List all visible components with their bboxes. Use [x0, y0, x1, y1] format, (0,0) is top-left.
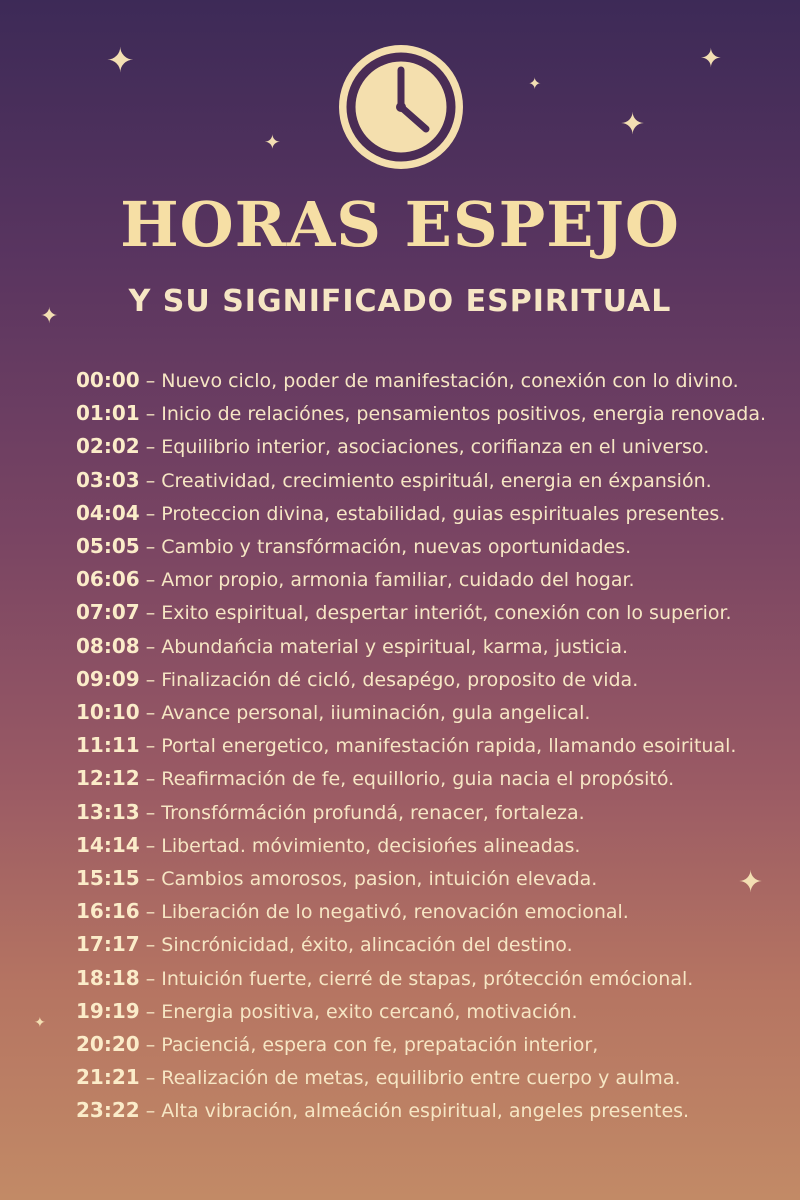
list-item	[76, 430, 788, 463]
list-item	[76, 796, 788, 829]
hour-label: 20:20	[76, 1032, 140, 1057]
hour-meaning: – Proteccion divina, estabilidad, guias espirituales presentes.	[145, 502, 726, 525]
hour-meaning: – Abundańcia material y espiritual, karma, justicia.	[145, 635, 629, 658]
sparkle-star-icon: ✦	[700, 44, 722, 74]
hour-label: 13:13	[76, 799, 140, 824]
hour-label: 07:07	[76, 600, 140, 625]
hour-meaning: – Avance personal, iiuminación, gula angelical.	[145, 702, 591, 725]
hour-label: 05:05	[76, 534, 140, 559]
sparkle-star-icon: ✦	[106, 41, 135, 81]
hour-label: 08:08	[76, 633, 140, 658]
hour-meaning: – Liberación de lo negativó, renovación emocional.	[145, 901, 629, 924]
hour-meaning: – Alta vibración, almeáción espiritual, angeles presentes.	[145, 1100, 690, 1123]
hour-meaning: – Portal energetico, manifestación rapida, llamando esoiritual.	[145, 735, 737, 758]
hour-meaning: – Amor propio, armonia familiar, cuidado del hogar.	[145, 569, 635, 592]
hour-meaning: – Tronsfórmáción profundá, renacer, fortaleza.	[145, 801, 585, 824]
hour-meaning: – Equilibrio interior, asociaciones, corifianza en el universo.	[145, 436, 710, 459]
list-item	[76, 696, 788, 729]
list-item	[76, 895, 788, 928]
list-item	[76, 962, 788, 995]
hour-label: 16:16	[76, 899, 140, 924]
hour-meaning: – Inicio de relaciónes, pensamientos positivos, energia renovada.	[145, 403, 767, 426]
hour-meaning: – Libertad. móvimiento, decisiońes alineadas.	[145, 834, 581, 857]
hour-label: 17:17	[76, 932, 140, 957]
list-item	[76, 995, 788, 1028]
list-item	[76, 497, 788, 530]
hour-meaning: – Intuición fuerte, cierré de stapas, prótección emócional.	[145, 967, 694, 990]
hour-meaning: – Cambios amorosos, pasion, intuición elevada.	[145, 868, 598, 891]
hour-meaning: – Creatividad, crecimiento espirituál, energia en éxpansión.	[145, 469, 712, 492]
list-item	[76, 729, 788, 762]
hour-label: 19:19	[76, 998, 140, 1023]
sparkle-star-icon: ✦	[34, 1015, 46, 1031]
sparkle-star-icon: ✦	[40, 304, 59, 329]
list-item	[76, 663, 788, 696]
hour-label: 01:01	[76, 401, 140, 426]
list-item	[76, 928, 788, 961]
hour-label: 14:14	[76, 832, 140, 857]
list-item	[76, 1094, 788, 1127]
hour-label: 00:00	[76, 368, 140, 392]
list-item	[76, 762, 788, 795]
list-item	[76, 630, 788, 663]
hour-label: 04:04	[76, 500, 140, 525]
list-item	[76, 397, 788, 430]
hour-meaning: – Nuevo ciclo, poder de manifestación, conexión con lo divino.	[145, 370, 739, 392]
hour-label: 02:02	[76, 434, 140, 459]
list-item	[76, 530, 788, 563]
page-subtitle: Y SU SIGNIFICADO ESPIRITUAL	[128, 284, 672, 319]
list-item	[76, 563, 788, 596]
hour-meaning: – Cambio y transfórmación, nuevas oportunidades.	[145, 536, 632, 559]
list-item	[76, 862, 788, 895]
hour-label: 15:15	[76, 866, 140, 891]
clock-icon	[336, 42, 466, 172]
hour-meaning: – Exito espiritual, despertar interiót, conexión con lo superior.	[145, 602, 732, 625]
list-item	[76, 1028, 788, 1061]
hour-meaning: – Finalización dé cicló, desapégo, proposito de vida.	[145, 668, 639, 691]
hour-meaning: – Reafirmación de fe, equillorio, guia nacia el propósitó.	[145, 768, 675, 791]
sparkle-star-icon: ✦	[264, 130, 281, 154]
hour-label: 06:06	[76, 567, 140, 592]
sparkle-star-icon: ✦	[738, 865, 764, 900]
list-item	[76, 1061, 788, 1094]
hour-label: 12:12	[76, 766, 140, 791]
hour-label: 03:03	[76, 467, 140, 492]
hour-meaning: – Sincrónicidad, éxito, alincación del destino.	[145, 934, 573, 957]
hour-meaning: – Energia positiva, exito cercanó, motivación.	[145, 1000, 578, 1023]
hour-meaning: – Pacienciá, espera con fe, prepatación interior,	[145, 1034, 599, 1057]
page-title: HORAS ESPEJO	[120, 188, 680, 261]
hour-label: 09:09	[76, 666, 140, 691]
list-item	[76, 596, 788, 629]
list-item	[76, 829, 788, 862]
list-item	[76, 464, 788, 497]
list-item	[76, 364, 788, 397]
hour-label: 18:18	[76, 965, 140, 990]
hour-label: 10:10	[76, 700, 140, 725]
hour-label: 23:22	[76, 1098, 140, 1123]
sparkle-star-icon: ✦	[620, 107, 646, 142]
hour-label: 21:21	[76, 1065, 140, 1090]
sparkle-star-icon: ✦	[528, 74, 542, 93]
hour-label: 11:11	[76, 733, 140, 758]
hour-meaning: – Realización de metas, equilibrio entre cuerpo y aulma.	[145, 1067, 681, 1090]
mirror-hours-list	[76, 364, 788, 1128]
